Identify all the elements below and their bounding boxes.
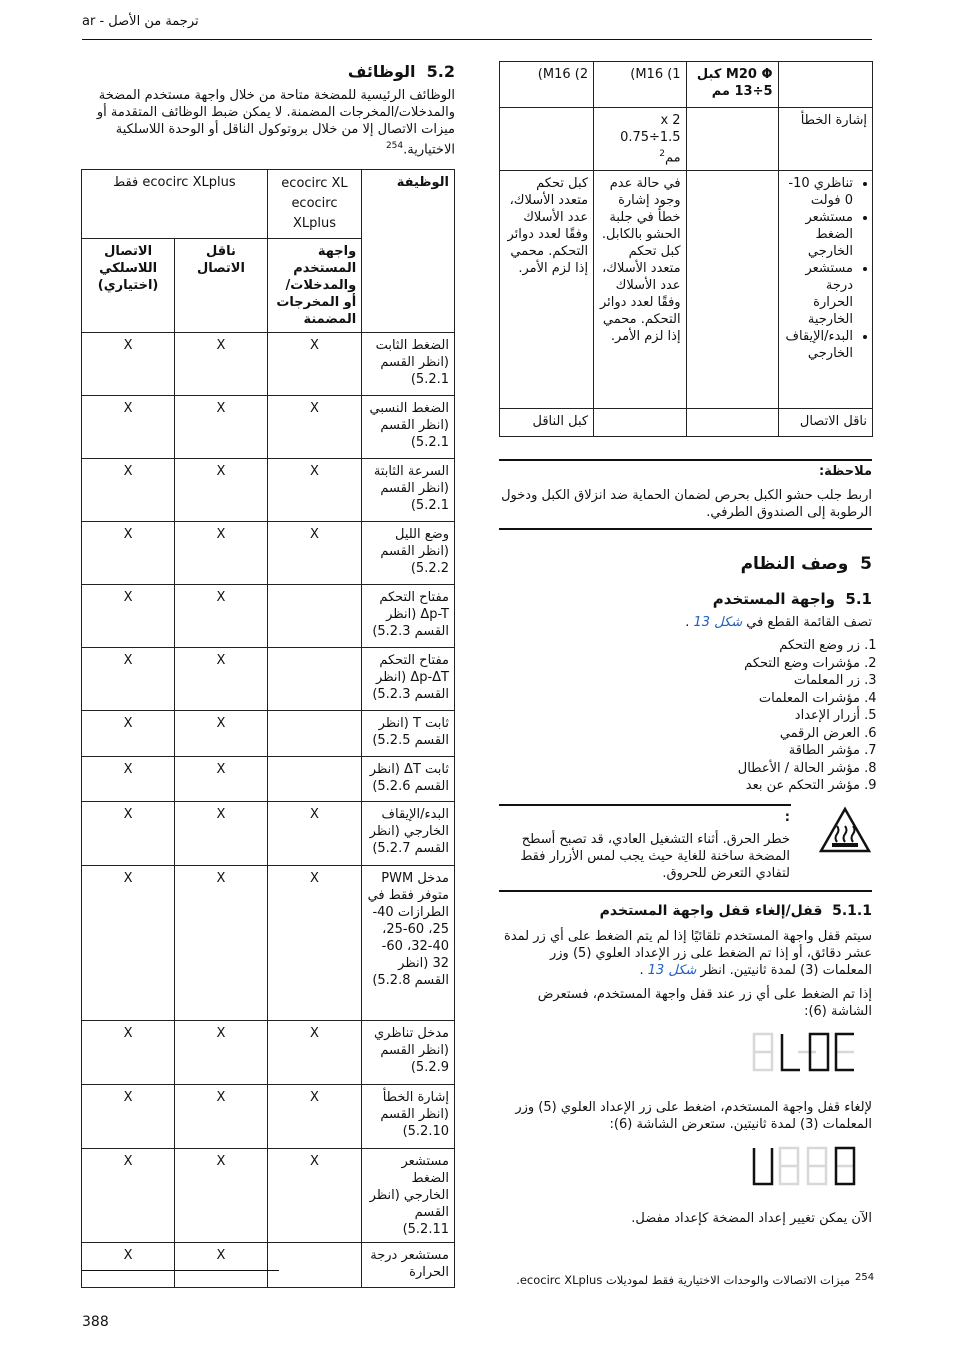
table-row: [82, 866, 455, 1021]
function-cell: مدخل تناظري (انظر القسم 5.2.9): [362, 1021, 455, 1085]
function-cell: الضغط النسبي (انظر القسم 5.2.1): [362, 396, 455, 459]
function-cell: وضع الليل (انظر القسم 5.2.2): [362, 522, 455, 585]
table-row: [82, 648, 455, 711]
section-5-1-1-paragraph-2: إذا تم الضغط على أي زر عند قفل واجهة المستخدم، فستعرض الشاشة (6):: [537, 987, 872, 1019]
hot-surface-warning-icon: [818, 806, 872, 854]
section-5-1-heading: 5.1 واجهة المستخدم: [712, 590, 872, 608]
footnote-ref[interactable]: 254: [385, 141, 404, 151]
cable-error-m16-1: x 2 0.75÷1.5 $^2$مم: [594, 108, 686, 171]
section-5-1-intro: تصف القائمة القطع في شكل 13 .: [685, 615, 872, 630]
ui-parts-list: [499, 637, 874, 795]
function-cell: السرعة الثابتة (انظر القسم 5.2.1): [362, 459, 455, 522]
wireless-cell: X: [82, 866, 175, 1021]
cable-inputs-label: [778, 171, 872, 409]
function-cell: ثابت ΔT (انظر القسم 5.2.6): [362, 757, 455, 802]
ui-cell: X: [267, 802, 361, 866]
section-5-1-1-heading: 5.1.1 قفل/إلغاء قفل واجهة المستخدم: [599, 903, 872, 919]
wireless-cell: X: [82, 522, 175, 585]
table-row: [82, 1149, 455, 1243]
table-row: [82, 757, 455, 802]
ui-cell: X: [267, 866, 361, 1021]
footnote-divider: [82, 1270, 279, 1271]
list-item: 8. مؤشر الحالة / الأعطال: [499, 760, 860, 778]
bus-cell: X: [175, 648, 268, 711]
section-5-1-1-paragraph-1: سيتم قفل واجهة المستخدم تلقائيًا إذا لم يتم الضغط على أي زر لمدة عشر دقائق، أو إذا تم الضغط على زر الإعداد العلوي (5) وزر المعلمات (3) لمدة ثانيتين. انظر شكل 13 .: [504, 929, 872, 978]
ui-cell: [267, 757, 361, 802]
bus-cell: X: [175, 1243, 268, 1288]
note-top-divider: [499, 459, 872, 461]
cable-input-item: • تناظري 10-0 فولت: [784, 175, 853, 209]
table-row: [82, 711, 455, 757]
ui-cell: [267, 585, 361, 648]
wireless-cell: X: [82, 1085, 175, 1149]
bus-cell: X: [175, 757, 268, 802]
function-cell: مفتاح التحكم Δp-ΔT (انظر القسم 5.2.3): [362, 648, 455, 711]
bus-cell: X: [175, 1085, 268, 1149]
ui-cell: X: [267, 1021, 361, 1085]
th-user-interface: واجهة المستخدم والمدخلات/ أو المخرجات المضمنة: [267, 239, 361, 333]
cable-input-item: • مستشعر الضغط الخارجي: [784, 209, 853, 260]
cable-bus-m16-1: [594, 409, 686, 437]
cable-header-m20: M20 Φ كبل 5÷13 مم: [686, 62, 778, 108]
page-number: 388: [82, 1314, 109, 1330]
table-row: [82, 1243, 455, 1288]
table-row: [82, 802, 455, 866]
wireless-cell: X: [82, 1243, 175, 1288]
th-bus: ناقل الاتصال: [175, 239, 268, 333]
footnote-number: 254: [855, 1272, 875, 1283]
cable-input-item: • مستشعر درجة الحرارة الخارجية: [784, 260, 853, 328]
function-cell: مدخل PWM متوفر فقط في الطرازات 40-25، 60-25، 40-32، 60-32 (انظر القسم 5.2.8): [362, 866, 455, 1021]
cable-error-m20: [686, 108, 778, 171]
bus-cell: X: [175, 711, 268, 757]
list-item: 6. العرض الرقمي: [499, 725, 860, 743]
th-function: الوظيفة: [362, 170, 455, 333]
list-item: 1. زر وضع التحكم: [499, 637, 860, 655]
note-text: اربط جلب حشو الكبل بحرص لضمان الحماية ضد انزلاق الكبل ودخول الرطوبة إلى الصندوق الطرفي.: [501, 488, 872, 520]
cable-header-m16-1: (M16 (1: [594, 62, 686, 108]
ui-cell: [267, 648, 361, 711]
cable-header-empty: [778, 62, 872, 108]
cable-inputs-m16-2: كبل تحكم متعدد الأسلاك، عدد الأسلاك وفقًا لعدد دوائر التحكم. محمي إذا لزم الأمر.: [500, 171, 594, 409]
ui-cell: X: [267, 1085, 361, 1149]
cable-bus-m20: [686, 409, 778, 437]
wireless-cell: X: [82, 648, 175, 711]
table-row: [82, 1085, 455, 1149]
bus-cell: X: [175, 522, 268, 585]
wireless-cell: X: [82, 802, 175, 866]
cable-bus-label: ناقل الاتصال: [778, 409, 872, 437]
bus-cell: X: [175, 1149, 268, 1243]
function-cell: ثابت T (انظر القسم 5.2.5): [362, 711, 455, 757]
section-5-1-1-paragraph-4: الآن يمكن تغيير إعداد المضخة كإعداد مفضل.: [631, 1211, 872, 1226]
list-item: 2. مؤشرات وضع التحكم: [499, 655, 860, 673]
wireless-cell: X: [82, 1021, 175, 1085]
warning-text: خطر الحرق. أثناء التشغيل العادي، قد تصبح أسطح المضخة ساخنة للغاية حيث يجب لمس الأزرار فقط لتفادي التعرض للحروق.: [520, 832, 790, 881]
wireless-cell: X: [82, 585, 175, 648]
function-cell: الضغط الثابت (انظر القسم 5.2.1): [362, 333, 455, 396]
section-5-2-heading: 5.2 الوظائف: [347, 62, 455, 81]
cable-input-item: • البدء/الإيقاف الخارجي: [784, 328, 853, 362]
ui-cell: [267, 711, 361, 757]
ui-cell: X: [267, 459, 361, 522]
table-row: [82, 333, 455, 396]
warning-top-divider: [499, 804, 791, 806]
section-5-heading: 5 وصف النظام: [740, 554, 872, 574]
list-item: 9. مؤشر التحكم عن بعد: [499, 777, 860, 795]
bus-cell: X: [175, 333, 268, 396]
warning-title: :: [784, 810, 790, 825]
table-row: [82, 396, 455, 459]
figure-13-link[interactable]: شكل 13: [693, 615, 743, 630]
cable-inputs-m20: [686, 171, 778, 409]
list-item: 4. مؤشرات المعلمات: [499, 690, 860, 708]
th-wireless: الاتصال اللاسلكي (اختياري): [82, 239, 175, 333]
cable-error-label: إشارة الخطأ: [778, 108, 872, 171]
wireless-cell: X: [82, 333, 175, 396]
cable-table: [499, 61, 873, 437]
table-row: [82, 585, 455, 648]
bus-cell: X: [175, 802, 268, 866]
note-bottom-divider: [499, 528, 872, 530]
table-row: [82, 522, 455, 585]
functions-table: [81, 169, 455, 1288]
table-row: [82, 1021, 455, 1085]
list-item: 3. زر المعلمات: [499, 672, 860, 690]
section-5-1-1-paragraph-3: لإلغاء قفل واجهة المستخدم، اضغط على زر الإعداد العلوي (5) وزر المعلمات (3) لمدة ثانيتين. ستعرض الشاشة (6):: [515, 1100, 872, 1132]
cable-inputs-m16-1: في حالة عدم وجود إشارة خطأ في جلبة الحشو بالكابل. كبل تحكم متعدد الأسلاك، عدد الأسلاك وفقًا لعدد دوائر التحكم. محمي إذا لزم الأمر.: [594, 171, 686, 409]
cable-header-m16-2: (M16 (2: [500, 62, 594, 108]
function-cell: مستشعر الضغط الخارجي (انظر القسم 5.2.11): [362, 1149, 455, 1243]
footnote-text: ميزات الاتصالات والوحدات الاختيارية فقط لموديلات ecocirc XLplus.: [516, 1273, 850, 1287]
bus-cell: X: [175, 585, 268, 648]
section-5-2-paragraph: الوظائف الرئيسية للمضخة متاحة من خلال واجهة مستخدم المضخة والمدخلات/المخرجات المضمنة. لا يمكن ضبط الوظائف المتقدمة أو ميزات الاتصال إلا من خلال بروتوكول الناقل أو الوحدة اللاسلكية الاختيارية.$^{254}$: [96, 88, 455, 158]
function-cell: مستشعر درجة الحرارة: [362, 1243, 455, 1288]
bus-cell: X: [175, 396, 268, 459]
cable-error-m16-2: [500, 108, 594, 171]
table-row: [82, 459, 455, 522]
wireless-cell: X: [82, 757, 175, 802]
th-ecocirc-xlplus-only: ecocirc XLplus فقط: [82, 170, 268, 239]
th-ecocirc-xl: ecocirc XL ecocirc XLplus: [267, 170, 361, 239]
function-cell: البدء/الإيقاف الخارجي (انظر القسم 5.2.7): [362, 802, 455, 866]
ui-cell: X: [267, 333, 361, 396]
wireless-cell: X: [82, 711, 175, 757]
wireless-cell: X: [82, 1149, 175, 1243]
header-divider: [82, 39, 872, 40]
warning-bottom-divider: [499, 890, 872, 892]
note-title: ملاحظة:: [818, 464, 872, 479]
figure-13-link[interactable]: شكل 13: [647, 963, 697, 978]
list-item: 5. أزرار الإعداد: [499, 707, 860, 725]
ui-cell: [267, 1243, 361, 1288]
bus-cell: X: [175, 459, 268, 522]
cable-bus-m16-2: كبل الناقل: [500, 409, 594, 437]
bus-cell: X: [175, 1021, 268, 1085]
page-header-label: ar - ترجمة من الأصل: [82, 14, 199, 29]
ui-cell: X: [267, 1149, 361, 1243]
list-item: 7. مؤشر الطاقة: [499, 742, 860, 760]
wireless-cell: X: [82, 459, 175, 522]
ui-cell: X: [267, 522, 361, 585]
lcd-display-unlocked: [752, 1146, 856, 1186]
bus-cell: X: [175, 866, 268, 1021]
wireless-cell: X: [82, 396, 175, 459]
lcd-display-locked: [752, 1032, 856, 1072]
function-cell: إشارة الخطأ (انظر القسم 5.2.10): [362, 1085, 455, 1149]
function-cell: مفتاح التحكم Δp-T (انظر القسم 5.2.3): [362, 585, 455, 648]
ui-cell: X: [267, 396, 361, 459]
